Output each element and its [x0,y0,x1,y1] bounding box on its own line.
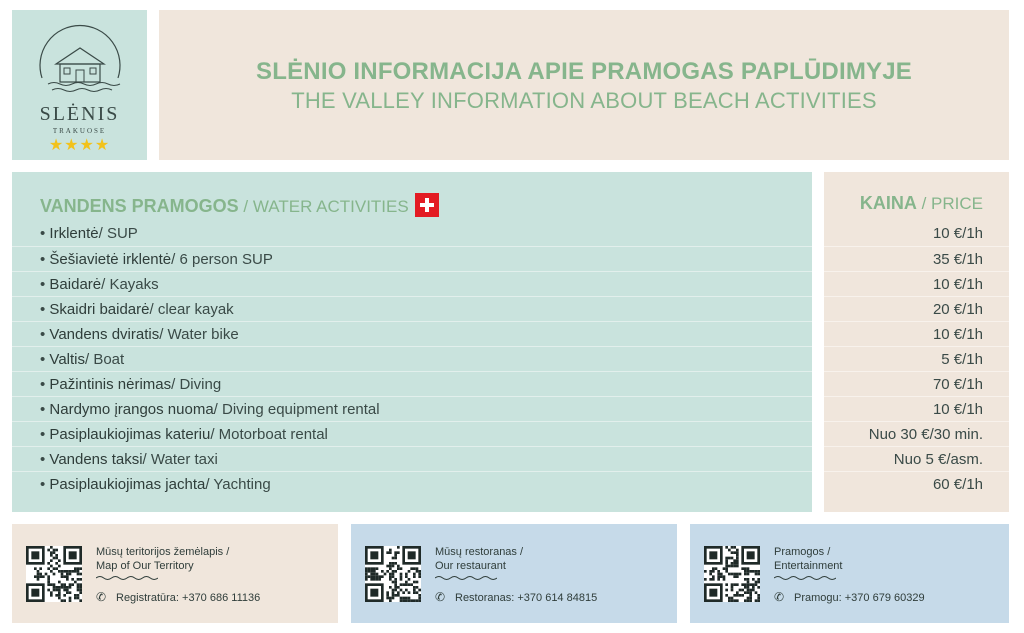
restaurant-card[interactable] [351,524,677,623]
bullet: • [40,350,50,368]
card-subtitle: Our restaurant [435,560,506,572]
bullet: • [40,300,50,318]
activity-name-en: / Diving [171,375,222,393]
phone-text: Restoranas: +370 614 84815 [455,592,598,604]
activity-row [12,296,812,321]
card-title: Pramogos / [774,546,831,558]
phone-line[interactable] [96,590,260,604]
activity-row [12,371,812,396]
price-row: 10 €/1h [932,225,983,242]
activity-name-en: / Water taxi [142,450,218,468]
price-row: 10 €/1h [824,396,1009,421]
swiss-flag-icon [415,193,439,217]
price-row: Nuo 5 €/asm. [824,446,1009,471]
activity-row [12,271,812,296]
price-row: 60 €/1h [824,471,1009,496]
activity-row [12,346,812,371]
activity-row [12,471,812,496]
activity-name-en: / clear kayak [149,300,234,318]
card-title: Mūsų teritorijos žemėlapis / [96,546,230,558]
price-row: 10 €/1h [824,321,1009,346]
star-rating: ★★★★ [48,137,111,154]
price-row: 35 €/1h [824,246,1009,271]
bullet: • [40,325,50,343]
activities-heading-lt: VANDENS PRAMOGOS [40,196,239,216]
activities-list [12,221,812,496]
activity-name-lt: Pasiplaukiojimas kateriu [49,425,211,443]
phone-icon: ✆ [774,590,785,604]
price-row: 10 €/1h [824,271,1009,296]
logo-subtitle: TRAKUOSE [52,127,107,135]
activity-name-lt: Pasiplaukiojimas jachta [49,475,206,493]
activity-name-lt: Nardymo įrangos nuoma [49,400,214,418]
wave-divider [435,574,497,582]
activity-name-lt: Vandens dviratis [49,325,160,343]
phone-text: Pramogu: +370 679 60329 [794,592,925,604]
title-banner [159,10,1009,160]
bullet: • [40,400,50,418]
prices-panel [824,172,1009,512]
price-row: 70 €/1h [824,371,1009,396]
bullet: • [40,375,50,393]
activity-name-en: / Motorboat rental [210,425,328,443]
activity-name-lt: Baidarė [49,275,102,293]
hotel-logo [12,10,147,160]
card-title: Mūsų restoranas / [435,546,524,558]
phone-icon: ✆ [435,590,446,604]
price-heading-lt: KAINA [859,193,917,213]
activity-name-en: / Yachting [205,475,271,493]
qr-code-icon[interactable] [704,546,760,602]
activity-name-lt: Vandens taksi [49,450,143,468]
activity-row [12,221,812,246]
bullet: • [40,275,50,293]
activity-row [12,421,812,446]
activity-name-lt: Irklentė [49,225,99,242]
activity-name-lt: Šešiavietė irklentė [49,250,172,268]
activity-row [12,321,812,346]
activity-name-en: / Kayaks [101,275,159,293]
price-row: 20 €/1h [824,296,1009,321]
phone-line[interactable] [774,590,925,604]
activity-name-lt: Pažintinis nėrimas [49,375,172,393]
map-card[interactable] [12,524,338,623]
bullet: • [40,450,50,468]
qr-code-icon[interactable] [365,546,421,602]
activity-name-lt: Valtis [49,350,85,368]
phone-line[interactable] [435,590,597,604]
activity-row [12,446,812,471]
activity-name-en: / Boat [85,350,125,368]
activities-panel [12,172,812,512]
card-subtitle: Map of Our Territory [96,560,194,572]
price-heading [860,193,983,214]
entertainment-card[interactable] [690,524,1009,623]
activity-name-en: / SUP [98,225,138,242]
activities-heading-en: / WATER ACTIVITIES [238,197,409,216]
price-row: 5 €/1h [824,346,1009,371]
price-row: Nuo 30 €/30 min. [824,421,1009,446]
bullet: • [40,250,50,268]
activities-heading [40,193,439,217]
hotel-house-icon [34,20,126,104]
activity-name-en: / 6 person SUP [171,250,273,268]
activity-name-en: / Diving equipment rental [213,400,380,418]
bullet: • [40,425,50,443]
price-heading-en: / PRICE [916,194,983,213]
bullet: • [40,225,50,242]
activity-name-en: / Water bike [159,325,239,343]
bullet: • [40,475,50,493]
logo-name: SLĖNIS [39,103,120,125]
activity-name-lt: Skaidri baidarė [49,300,150,318]
activity-row [12,246,812,271]
wave-divider [96,574,158,582]
page-title-en: THE VALLEY INFORMATION ABOUT BEACH ACTIVITIES [291,88,877,113]
qr-code-icon[interactable] [26,546,82,602]
card-subtitle: Entertainment [774,560,843,572]
prices-list [824,221,1009,496]
activity-row [12,396,812,421]
phone-text: Registratūra: +370 686 11136 [116,592,261,604]
page-title-lt: SLĖNIO INFORMACIJA APIE PRAMOGAS PAPLŪDIMYJE [256,58,912,85]
wave-divider [774,574,836,582]
phone-icon: ✆ [96,590,107,604]
